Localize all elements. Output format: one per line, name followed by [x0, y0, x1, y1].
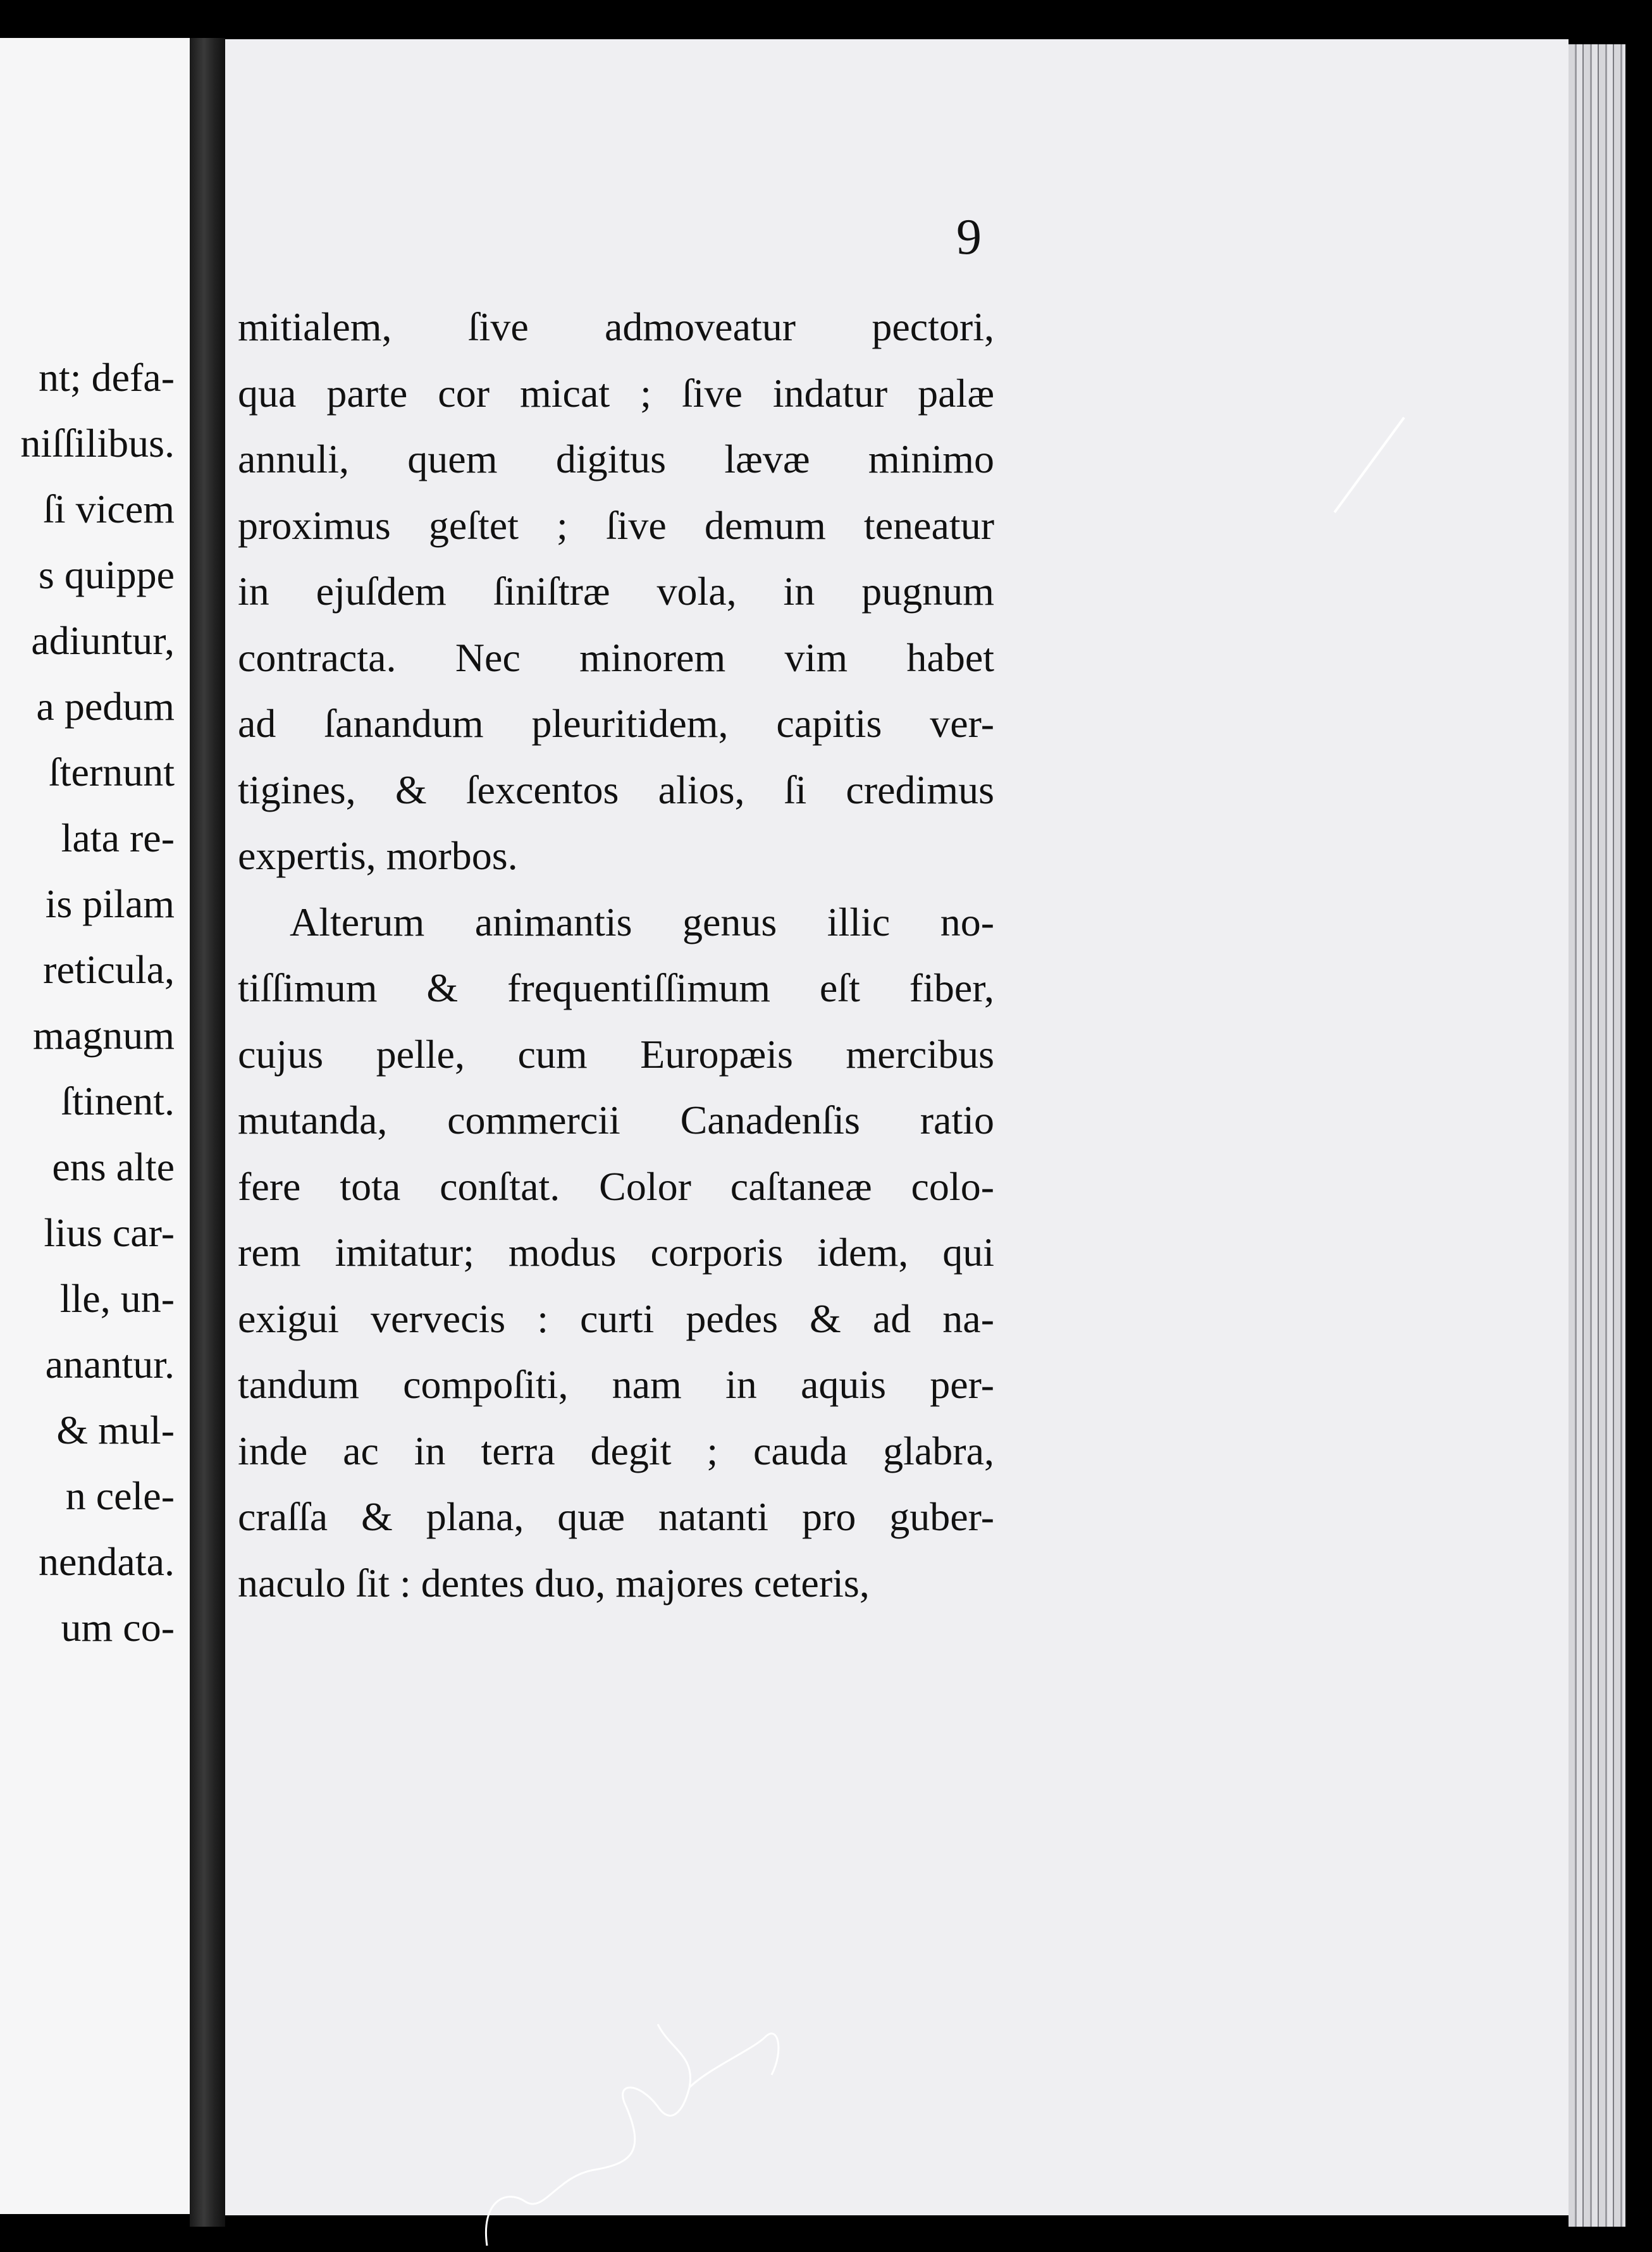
left-page-line: lle, un- — [59, 1276, 175, 1321]
body-text — [238, 294, 994, 1616]
text-line: qua parte cor micat ; ſive indatur palæ — [238, 370, 994, 416]
text-line: exigui vervecis : curti pedes & ad na- — [238, 1296, 994, 1341]
text-line: tigines, & ſexcentos alios, ſi credimus — [238, 767, 994, 812]
left-page-line: lius car- — [44, 1210, 175, 1255]
scan-hair-mark — [481, 2012, 784, 2252]
text-line: fere tota conſtat. Color caſtaneæ colo- — [238, 1163, 994, 1209]
left-page-line: ſternunt — [48, 750, 175, 795]
text-line: inde ac in terra degit ; cauda glabra, — [238, 1428, 994, 1473]
paragraph — [238, 294, 994, 889]
left-page-line: magnum — [33, 1013, 175, 1058]
left-page-line: reticula, — [43, 947, 175, 992]
left-page-line: um co- — [61, 1605, 175, 1650]
left-page-line: s quippe — [38, 552, 175, 597]
left-page — [0, 38, 190, 2214]
text-line: tandum compoſiti, nam in aquis per- — [238, 1362, 994, 1407]
text-line: cujus pelle, cum Europæis mercibus — [238, 1031, 994, 1077]
left-page-line: ens alte — [52, 1144, 175, 1189]
text-line: mutanda, commercii Canadenſis ratio — [238, 1098, 994, 1142]
left-page-line: is pilam — [45, 881, 175, 926]
left-page-line: ſi vicem — [43, 486, 175, 531]
text-line: annuli, quem digitus lævæ minimo — [238, 436, 994, 481]
text-line: ad ſanandum pleuritidem, capitis ver- — [238, 701, 994, 746]
text-line: expertis, morbos. — [238, 833, 518, 878]
left-page-line: anantur. — [45, 1342, 175, 1387]
text-line: proximus geſtet ; ſive demum teneatur — [238, 502, 994, 548]
text-line: Alterum animantis genus illic no- — [290, 899, 994, 944]
left-page-line: nendata. — [39, 1539, 175, 1584]
left-page-line: niſſilibus. — [20, 421, 175, 466]
text-line: mitialem, ſive admoveatur pectori, — [238, 304, 994, 349]
text-line: craſſa & plana, quæ natanti pro guber- — [238, 1494, 994, 1539]
paragraph — [238, 889, 994, 1617]
left-page-line: n cele- — [65, 1473, 175, 1518]
left-page-line: a pedum — [36, 684, 175, 729]
page-edges — [1569, 44, 1625, 2227]
left-page-line: lata re- — [61, 815, 175, 860]
text-line: tiſſimum & frequentiſſimum eſt fiber, — [238, 965, 994, 1010]
text-line: rem imitatur; modus corporis idem, qui — [238, 1230, 994, 1275]
left-page-line: & mul- — [56, 1408, 175, 1452]
scan-scratch-mark — [1328, 405, 1417, 519]
left-page-line: nt; defa- — [39, 355, 175, 400]
left-page-line: ſtinent. — [61, 1079, 175, 1123]
page-number: 9 — [956, 209, 982, 265]
left-page-text-fragment — [0, 345, 175, 1661]
left-page-line: adiuntur, — [31, 618, 175, 663]
text-line: contracta. Nec minorem vim habet — [238, 634, 994, 680]
gutter-shadow — [190, 38, 225, 2227]
text-line: in ejuſdem ſiniſtræ vola, in pugnum — [238, 569, 994, 614]
text-line: naculo ſit : dentes duo, majores ceteris, — [238, 1560, 870, 1605]
